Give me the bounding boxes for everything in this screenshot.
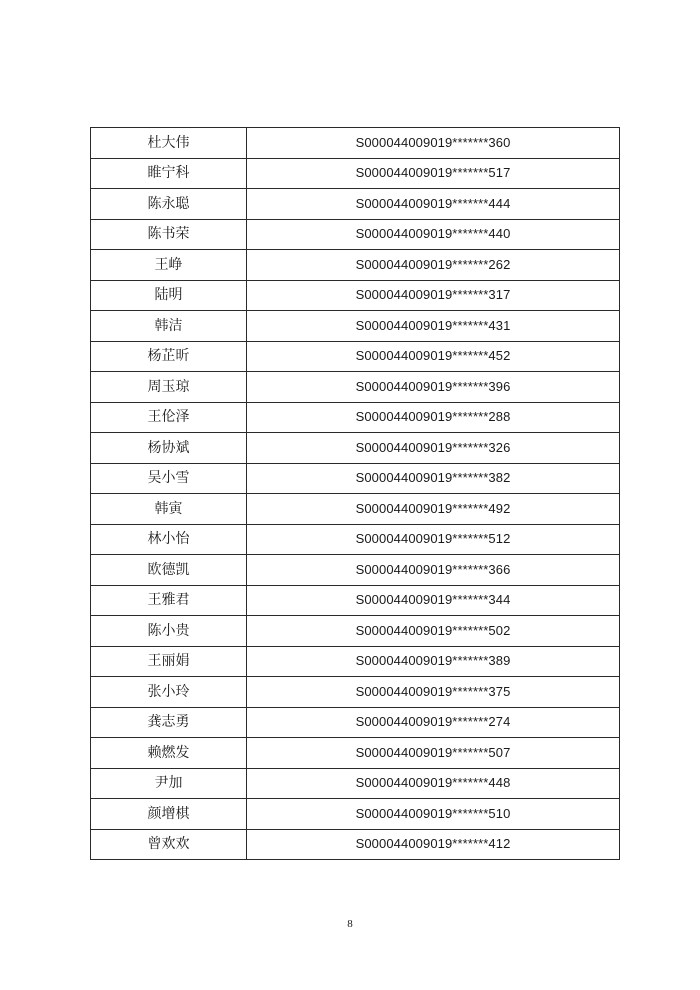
table-row	[91, 372, 620, 403]
table-row	[91, 524, 620, 555]
table-row	[91, 555, 620, 586]
name-cell: 张小玲	[91, 677, 247, 708]
name-cell: 尹加	[91, 768, 247, 799]
table-row	[91, 677, 620, 708]
roster-table-body	[91, 128, 620, 860]
page-number: 8	[347, 918, 353, 930]
name-cell: 韩寅	[91, 494, 247, 525]
table-row	[91, 158, 620, 189]
id-cell: S000044009019*******431	[247, 311, 620, 342]
id-cell: S000044009019*******452	[247, 341, 620, 372]
id-cell: S000044009019*******375	[247, 677, 620, 708]
table-row	[91, 768, 620, 799]
name-cell: 赖燃发	[91, 738, 247, 769]
name-cell: 杜大伟	[91, 128, 247, 159]
id-cell: S000044009019*******317	[247, 280, 620, 311]
name-cell: 王峥	[91, 250, 247, 281]
id-cell: S000044009019*******448	[247, 768, 620, 799]
id-cell: S000044009019*******360	[247, 128, 620, 159]
table-row	[91, 311, 620, 342]
table-row	[91, 402, 620, 433]
name-cell: 林小怡	[91, 524, 247, 555]
table-row	[91, 616, 620, 647]
name-cell: 颜增棋	[91, 799, 247, 830]
id-cell: S000044009019*******510	[247, 799, 620, 830]
id-cell: S000044009019*******396	[247, 372, 620, 403]
id-cell: S000044009019*******502	[247, 616, 620, 647]
name-cell: 杨协斌	[91, 433, 247, 464]
table-row	[91, 646, 620, 677]
name-cell: 陈小贵	[91, 616, 247, 647]
table-row	[91, 433, 620, 464]
table-row	[91, 189, 620, 220]
name-cell: 王伦泽	[91, 402, 247, 433]
name-cell: 周玉琼	[91, 372, 247, 403]
table-row	[91, 219, 620, 250]
id-cell: S000044009019*******389	[247, 646, 620, 677]
name-cell: 陈永聪	[91, 189, 247, 220]
id-cell: S000044009019*******288	[247, 402, 620, 433]
id-cell: S000044009019*******440	[247, 219, 620, 250]
name-cell: 陈书荣	[91, 219, 247, 250]
id-cell: S000044009019*******274	[247, 707, 620, 738]
table-row	[91, 280, 620, 311]
id-cell: S000044009019*******507	[247, 738, 620, 769]
name-cell: 曾欢欢	[91, 829, 247, 860]
name-cell: 睢宁科	[91, 158, 247, 189]
name-cell: 龚志勇	[91, 707, 247, 738]
id-cell: S000044009019*******366	[247, 555, 620, 586]
id-cell: S000044009019*******517	[247, 158, 620, 189]
name-cell: 王丽娟	[91, 646, 247, 677]
table-row	[91, 585, 620, 616]
name-cell: 韩洁	[91, 311, 247, 342]
table-row	[91, 341, 620, 372]
id-cell: S000044009019*******492	[247, 494, 620, 525]
name-cell: 欧德凯	[91, 555, 247, 586]
name-cell: 王雅君	[91, 585, 247, 616]
name-cell: 陆明	[91, 280, 247, 311]
table-row	[91, 250, 620, 281]
table-row	[91, 799, 620, 830]
id-cell: S000044009019*******326	[247, 433, 620, 464]
id-cell: S000044009019*******344	[247, 585, 620, 616]
roster-table	[90, 127, 620, 860]
id-cell: S000044009019*******512	[247, 524, 620, 555]
table-row	[91, 463, 620, 494]
table-row	[91, 494, 620, 525]
id-cell: S000044009019*******262	[247, 250, 620, 281]
table-row	[91, 707, 620, 738]
table-row	[91, 738, 620, 769]
id-cell: S000044009019*******412	[247, 829, 620, 860]
table-row	[91, 829, 620, 860]
id-cell: S000044009019*******444	[247, 189, 620, 220]
name-cell: 杨芷昕	[91, 341, 247, 372]
name-cell: 吴小雪	[91, 463, 247, 494]
id-cell: S000044009019*******382	[247, 463, 620, 494]
table-row	[91, 128, 620, 159]
